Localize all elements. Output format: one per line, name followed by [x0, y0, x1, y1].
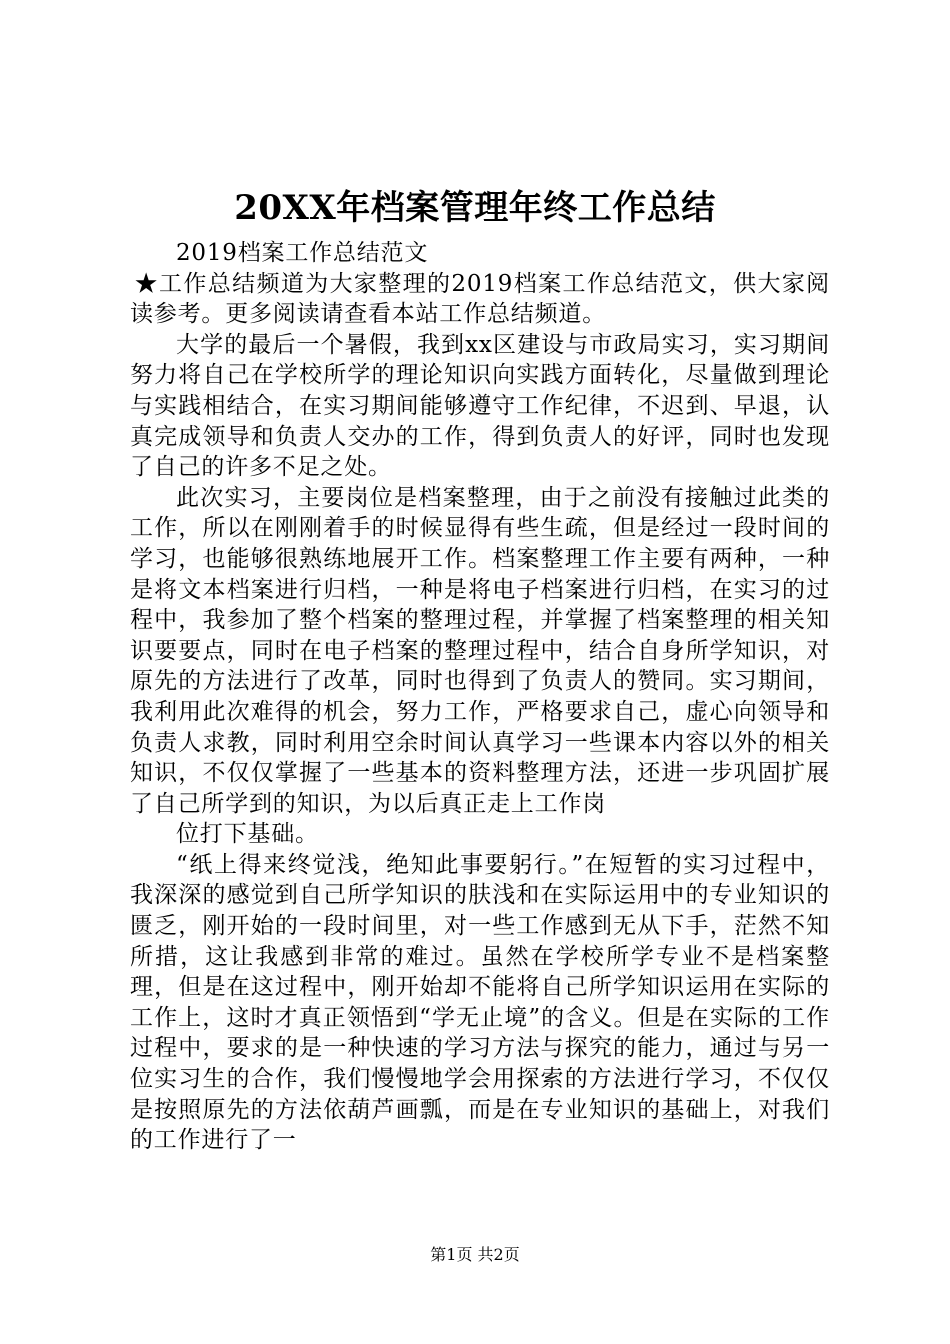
document-title: 20XX年档案管理年终工作总结	[234, 188, 716, 228]
paragraph-archive-work: 此次实习，主要岗位是档案整理，由于之前没有接触过此类的工作，所以在刚刚着手的时候显得有些生疏，但是经过一段时间的学习，也能够很熟练地展开工作。档案整理工作主要有两种，一种是将文本档案进行归档，一种是将电子档案进行归档，在实习的过程中，我参加了整个档案的整理过程，并掌握了档案整理的相关知识要要点，同时在电子档案的整理过程中，结合自身所学知识，对原先的方法进行了改革，同时也得到了负责人的赞同。实习期间，我利用此次难得的机会，努力工作，严格要求自己，虚心向领导和负责人求教，同时利用空余时间认真学习一些课本内容以外的相关知识，不仅仅掌握了一些基本的资料整理方法，还进一步巩固扩展了自己所学到的知识，为以后真正走上工作岗	[130, 484, 830, 817]
paragraph-internship: 大学的最后一个暑假，我到xx区建设与市政局实习，实习期间努力将自己在学校所学的理论知识向实践方面转化，尽量做到理论与实践相结合，在实习期间能够遵守工作纪律，不迟到、早退，认真完成领导和负责人交办的工作，得到负责人的好评，同时也发现了自己的许多不足之处。	[130, 331, 830, 481]
document-body	[130, 238, 830, 1156]
paragraph-subtitle: 2019档案工作总结范文	[176, 240, 429, 266]
paragraph-continuation: 位打下基础。	[176, 821, 319, 848]
paragraph-intro: ★工作总结频道为大家整理的2019档案工作总结范文，供大家阅读参考。更多阅读请查看本站工作总结频道。	[130, 270, 830, 328]
paragraph-reflection: “纸上得来终觉浅，绝知此事要躬行。”在短暂的实习过程中，我深深的感觉到自己所学知识的肤浅和在实际运用中的专业知识的匮乏，刚开始的一段时间里，对一些工作感到无从下手，茫然不知所措，这让我感到非常的难过。虽然在学校所学专业不是档案整理，但是在这过程中，刚开始却不能将自己所学知识运用在实际的工作上，这时才真正领悟到“学无止境”的含义。但是在实际的工作过程中，要求的是一种快速的学习方法与探究的能力，通过与另一位实习生的合作，我们慢慢地学会用探索的方法进行学习，不仅仅是按照原先的方法依葫芦画瓢，而是在专业知识的基础上，对我们的工作进行了一	[130, 851, 830, 1154]
page-number-footer: 第1页 共2页	[430, 1245, 520, 1264]
